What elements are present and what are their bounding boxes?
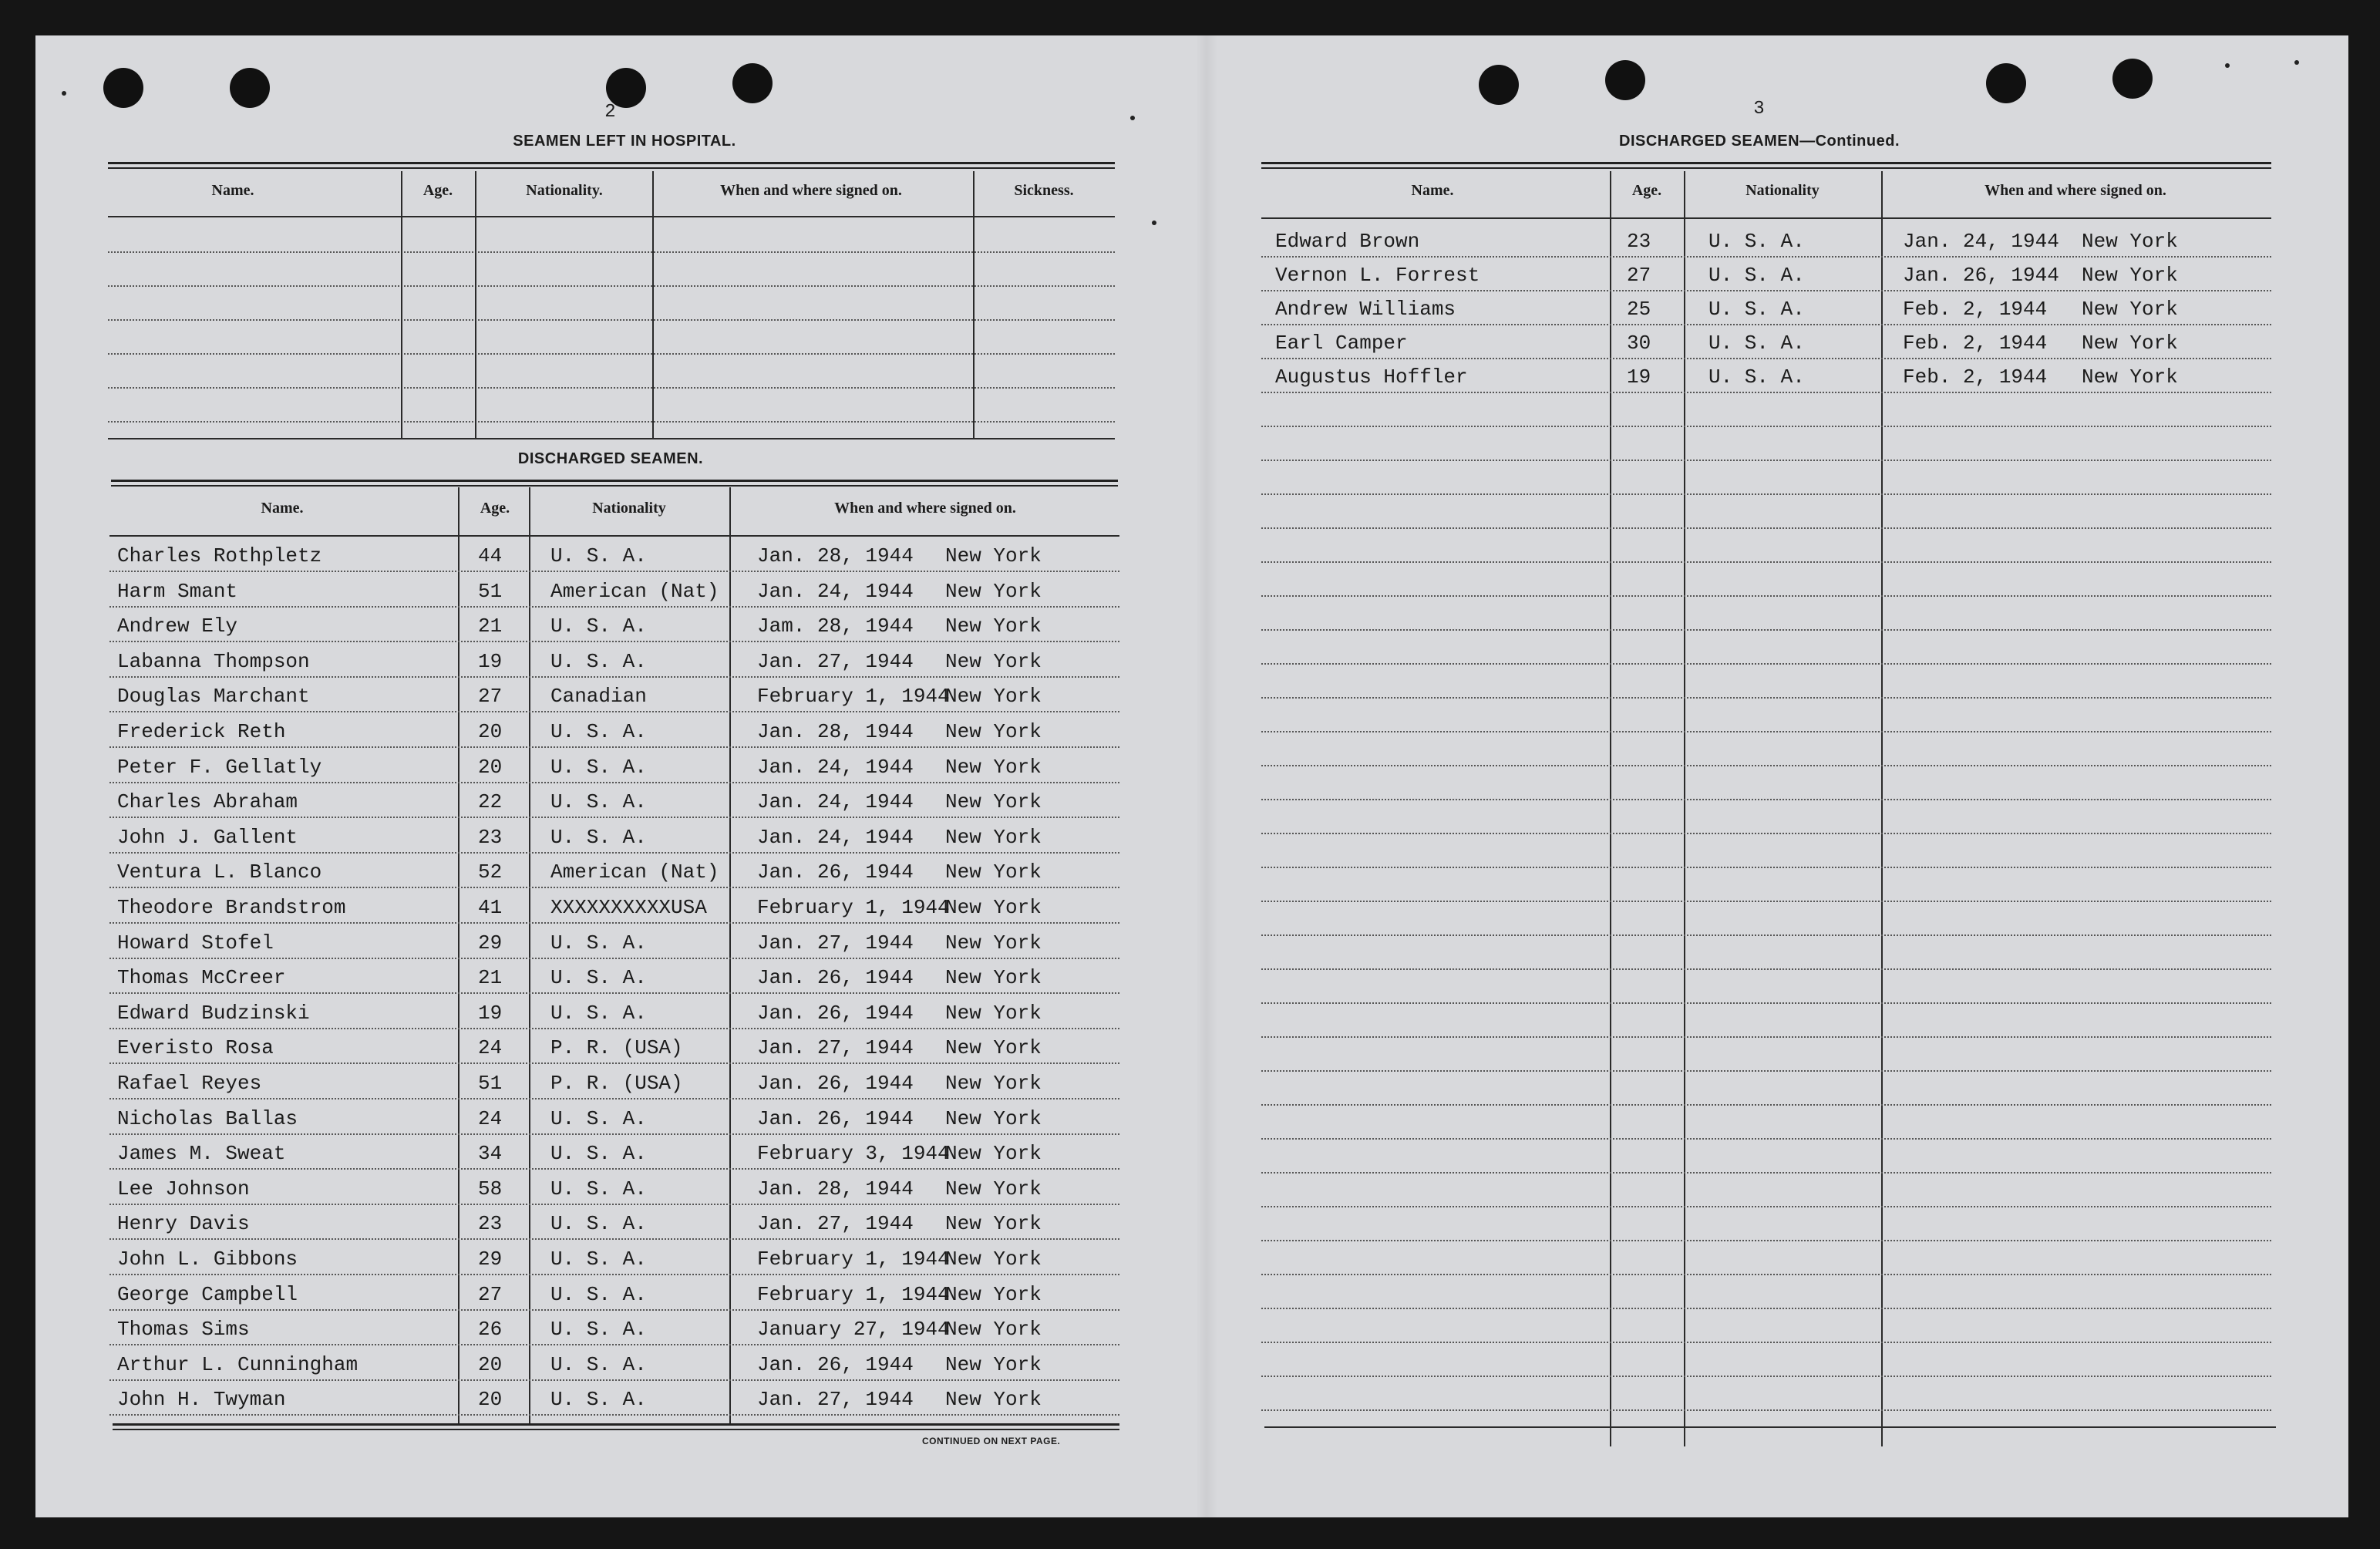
seaman-age: 51 (478, 579, 503, 603)
row-line (109, 852, 1119, 854)
hospital-header-age: Age. (422, 182, 453, 199)
seaman-nationality: U. S. A. (550, 790, 647, 814)
seaman-nationality: U. S. A. (550, 1282, 647, 1306)
hospital-top-rule (108, 162, 1115, 164)
seaman-nationality: U. S. A. (550, 1352, 647, 1376)
continued-section-title: DISCHARGED SEAMEN—Continued. (1619, 133, 1900, 150)
signed-on-place: New York (2082, 298, 2178, 321)
punch-hole (732, 63, 773, 103)
seaman-age: 23 (478, 825, 503, 849)
signed-on-place: New York (945, 685, 1042, 709)
seaman-nationality: XXXXXXXXXXUSA (550, 896, 707, 919)
seaman-name: Howard Stofel (117, 931, 274, 955)
seaman-name: Andrew Williams (1275, 298, 1456, 321)
seaman-age: 29 (478, 931, 503, 955)
seaman-age: 26 (478, 1318, 503, 1342)
blank-row-line (1261, 1376, 2271, 1377)
blank-row-line (1261, 629, 2271, 631)
punch-hole (230, 68, 270, 108)
speck (2225, 63, 2230, 68)
seaman-nationality: U. S. A. (550, 1388, 647, 1412)
continued-header-nationality: Nationality (1745, 182, 1820, 199)
seaman-age: 23 (1627, 230, 1651, 253)
signed-on-place: New York (945, 1282, 1042, 1306)
seaman-nationality: U. S. A. (550, 649, 647, 673)
seaman-age: 19 (1627, 365, 1651, 389)
seaman-nationality: U. S. A. (550, 825, 647, 849)
speck (2294, 60, 2299, 65)
continued-header-rule (1261, 217, 2271, 219)
row-line (1261, 392, 2271, 393)
seaman-nationality: U. S. A. (1708, 365, 1805, 389)
signed-on-date: Jan. 24, 1944 (757, 790, 914, 814)
row-line (109, 1168, 1119, 1170)
page-fold (1196, 35, 1217, 1517)
discharged-header-age: Age. (480, 500, 510, 517)
seaman-name: Nicholas Ballas (117, 1106, 298, 1130)
seaman-nationality: U. S. A. (1708, 264, 1805, 287)
seaman-name: Andrew Ely (117, 615, 238, 638)
continued-bottom-rule (1264, 1426, 2276, 1428)
seaman-age: 22 (478, 790, 503, 814)
discharged-bottom-rule (113, 1423, 1119, 1426)
row-line (1261, 290, 2271, 291)
signed-on-place: New York (945, 966, 1042, 990)
signed-on-place: New York (945, 1142, 1042, 1166)
seaman-nationality: Canadian (550, 685, 647, 709)
blank-row-line (1261, 697, 2271, 699)
seaman-nationality: P. R. (USA) (550, 1036, 683, 1060)
discharged-top-rule (111, 480, 1118, 482)
discharged-header-name: Name. (261, 500, 304, 517)
seaman-age: 24 (478, 1106, 503, 1130)
signed-on-place: New York (945, 1072, 1042, 1095)
discharged-header-nationality: Nationality (592, 500, 666, 517)
blank-row-line (1261, 595, 2271, 597)
signed-on-date: February 3, 1944 (757, 1142, 950, 1166)
seaman-name: Charles Abraham (117, 790, 298, 814)
signed-on-date: Jan. 28, 1944 (757, 1177, 914, 1200)
hospital-row-line (108, 251, 1115, 253)
page-number-right: 3 (1753, 99, 1766, 120)
signed-on-place: New York (945, 720, 1042, 743)
punch-hole (103, 68, 143, 108)
hospital-col-divider (973, 171, 975, 438)
blank-row-line (1261, 1036, 2271, 1038)
seaman-age: 25 (1627, 298, 1651, 321)
blank-row-line (1261, 1070, 2271, 1072)
seaman-age: 27 (1627, 264, 1651, 287)
signed-on-date: Jan. 27, 1944 (757, 649, 914, 673)
seaman-name: Edward Budzinski (117, 1001, 310, 1025)
seaman-nationality: U. S. A. (1708, 230, 1805, 253)
seaman-name: Ventura L. Blanco (117, 860, 322, 884)
signed-on-place: New York (945, 1212, 1042, 1236)
signed-on-place: New York (945, 544, 1042, 567)
row-line (109, 676, 1119, 678)
signed-on-place: New York (2082, 365, 2178, 389)
seaman-nationality: U. S. A. (550, 1106, 647, 1130)
seaman-nationality: American (Nat) (550, 579, 719, 603)
blank-row-line (1261, 934, 2271, 936)
signed-on-place: New York (2082, 230, 2178, 253)
punch-hole (2112, 59, 2153, 99)
row-line (1261, 256, 2271, 258)
seaman-nationality: P. R. (USA) (550, 1072, 683, 1095)
signed-on-date: January 27, 1944 (757, 1318, 950, 1342)
blank-row-line (1261, 1172, 2271, 1174)
seaman-name: Douglas Marchant (117, 685, 310, 709)
hospital-col-divider (652, 171, 654, 438)
row-line (109, 1238, 1119, 1240)
signed-on-place: New York (945, 931, 1042, 955)
seaman-name: Rafael Reyes (117, 1072, 262, 1095)
signed-on-place: New York (945, 755, 1042, 779)
seaman-nationality: American (Nat) (550, 860, 719, 884)
row-line (109, 1028, 1119, 1029)
signed-on-place: New York (2082, 332, 2178, 355)
hospital-section-title: SEAMEN LEFT IN HOSPITAL. (513, 133, 736, 150)
hospital-row-line (108, 353, 1115, 355)
blank-row-line (1261, 1274, 2271, 1275)
hospital-col-divider (401, 171, 402, 438)
blank-row-line (1261, 1104, 2271, 1106)
seaman-nationality: U. S. A. (550, 1177, 647, 1200)
seaman-name: Earl Camper (1275, 332, 1408, 355)
row-line (109, 922, 1119, 924)
signed-on-date: Jan. 26, 1944 (757, 1072, 914, 1095)
continued-header-age: Age. (1631, 182, 1662, 199)
signed-on-date: February 1, 1944 (757, 896, 950, 919)
signed-on-date: Jan. 26, 1944 (757, 1352, 914, 1376)
seaman-name: Frederick Reth (117, 720, 286, 743)
signed-on-place: New York (945, 1036, 1042, 1060)
row-line (109, 782, 1119, 783)
seaman-name: Arthur L. Cunningham (117, 1352, 359, 1376)
blank-row-line (1261, 1409, 2271, 1411)
signed-on-place: New York (945, 1248, 1042, 1271)
row-line (109, 1344, 1119, 1345)
row-line (109, 1379, 1119, 1381)
seaman-age: 21 (478, 966, 503, 990)
seaman-name: Henry Davis (117, 1212, 250, 1236)
row-line (109, 746, 1119, 748)
seaman-name: John L. Gibbons (117, 1248, 298, 1271)
signed-on-date: February 1, 1944 (757, 1282, 950, 1306)
speck (1130, 116, 1135, 120)
seaman-name: George Campbell (117, 1282, 298, 1306)
seaman-nationality: U. S. A. (550, 544, 647, 567)
seaman-age: 20 (478, 1388, 503, 1412)
hospital-row-line (108, 319, 1115, 321)
row-line (1261, 324, 2271, 325)
seaman-name: Vernon L. Forrest (1275, 264, 1480, 287)
punch-hole (1605, 60, 1645, 100)
signed-on-place: New York (945, 860, 1042, 884)
document-sheet (35, 35, 2348, 1517)
seaman-name: Thomas Sims (117, 1318, 250, 1342)
seaman-name: Harm Smant (117, 579, 238, 603)
continued-col-divider (1610, 171, 1611, 1446)
signed-on-date: Feb. 2, 1944 (1903, 298, 2048, 321)
signed-on-place: New York (945, 579, 1042, 603)
seaman-nationality: U. S. A. (550, 1318, 647, 1342)
seaman-name: John H. Twyman (117, 1388, 286, 1412)
hospital-header-nationality: Nationality. (526, 182, 603, 199)
blank-row-line (1261, 426, 2271, 427)
blank-row-line (1261, 968, 2271, 970)
seaman-age: 21 (478, 615, 503, 638)
row-line (109, 1133, 1119, 1135)
signed-on-date: Jan. 24, 1944 (757, 825, 914, 849)
punch-hole (1479, 65, 1519, 105)
signed-on-date: Jan. 27, 1944 (757, 931, 914, 955)
seaman-age: 51 (478, 1072, 503, 1095)
blank-row-line (1261, 1206, 2271, 1207)
row-line (109, 817, 1119, 818)
blank-row-line (1261, 493, 2271, 495)
seaman-age: 52 (478, 860, 503, 884)
signed-on-date: February 1, 1944 (757, 1248, 950, 1271)
signed-on-place: New York (945, 1106, 1042, 1130)
discharged-col-divider (458, 487, 460, 1425)
blank-row-line (1261, 460, 2271, 461)
seaman-name: Augustus Hoffler (1275, 365, 1468, 389)
seaman-name: Edward Brown (1275, 230, 1420, 253)
blank-row-line (1261, 1342, 2271, 1343)
signed-on-date: Jan. 27, 1944 (757, 1388, 914, 1412)
seaman-age: 20 (478, 755, 503, 779)
seaman-age: 19 (478, 1001, 503, 1025)
signed-on-place: New York (945, 896, 1042, 919)
seaman-name: Everisto Rosa (117, 1036, 274, 1060)
signed-on-date: Jan. 24, 1944 (757, 755, 914, 779)
seaman-age: 27 (478, 1282, 503, 1306)
blank-row-line (1261, 833, 2271, 834)
hospital-row-line (108, 421, 1115, 423)
row-line (109, 958, 1119, 959)
blank-row-line (1261, 561, 2271, 563)
hospital-bottom-rule (108, 438, 1115, 439)
seaman-name: Charles Rothpletz (117, 544, 322, 567)
signed-on-date: Feb. 2, 1944 (1903, 332, 2048, 355)
seaman-nationality: U. S. A. (550, 720, 647, 743)
hospital-row-line (108, 387, 1115, 389)
signed-on-date: Jan. 24, 1944 (1903, 230, 2059, 253)
seaman-nationality: U. S. A. (550, 931, 647, 955)
hospital-header-name: Name. (211, 182, 254, 199)
signed-on-date: Jan. 26, 1944 (757, 1106, 914, 1130)
seaman-age: 29 (478, 1248, 503, 1271)
discharged-header-signed-on: When and where signed on. (834, 500, 1016, 517)
discharged-col-divider (729, 487, 731, 1425)
seaman-name: Theodore Brandstrom (117, 896, 346, 919)
signed-on-place: New York (945, 825, 1042, 849)
continued-note: CONTINUED ON NEXT PAGE. (922, 1436, 1061, 1446)
row-line (109, 1309, 1119, 1311)
blank-row-line (1261, 1240, 2271, 1241)
signed-on-date: Feb. 2, 1944 (1903, 365, 2048, 389)
seaman-age: 41 (478, 896, 503, 919)
blank-row-line (1261, 663, 2271, 665)
signed-on-date: Jan. 26, 1944 (757, 860, 914, 884)
signed-on-place: New York (945, 649, 1042, 673)
seaman-age: 23 (478, 1212, 503, 1236)
seaman-name: Lee Johnson (117, 1177, 250, 1200)
seaman-name: Peter F. Gellatly (117, 755, 322, 779)
blank-row-line (1261, 799, 2271, 800)
seaman-age: 27 (478, 685, 503, 709)
speck (1152, 221, 1156, 225)
seaman-age: 34 (478, 1142, 503, 1166)
signed-on-date: Jan. 27, 1944 (757, 1036, 914, 1060)
hospital-header-sickness: Sickness. (1014, 182, 1074, 199)
row-line (109, 1062, 1119, 1064)
seaman-age: 30 (1627, 332, 1651, 355)
signed-on-place: New York (945, 1318, 1042, 1342)
signed-on-date: February 1, 1944 (757, 685, 950, 709)
blank-row-line (1261, 765, 2271, 766)
row-line (1261, 358, 2271, 359)
row-line (109, 711, 1119, 712)
seaman-name: Thomas McCreer (117, 966, 286, 990)
discharged-header-rule (109, 535, 1119, 537)
signed-on-date: Jan. 26, 1944 (757, 1001, 914, 1025)
row-line (109, 1204, 1119, 1205)
signed-on-place: New York (2082, 264, 2178, 287)
hospital-col-divider (475, 171, 476, 438)
blank-row-line (1261, 901, 2271, 902)
seaman-nationality: U. S. A. (550, 1001, 647, 1025)
signed-on-date: Jan. 26, 1944 (757, 966, 914, 990)
row-line (109, 641, 1119, 642)
signed-on-place: New York (945, 1001, 1042, 1025)
seaman-age: 20 (478, 1352, 503, 1376)
row-line (109, 887, 1119, 888)
row-line (109, 992, 1119, 994)
hospital-header-signed-on: When and where signed on. (720, 182, 902, 199)
signed-on-place: New York (945, 1388, 1042, 1412)
seaman-nationality: U. S. A. (550, 1212, 647, 1236)
continued-col-divider (1684, 171, 1685, 1446)
punch-hole (1986, 63, 2026, 103)
row-line (109, 606, 1119, 608)
discharged-col-divider (529, 487, 530, 1425)
signed-on-place: New York (945, 1352, 1042, 1376)
hospital-row-line (108, 285, 1115, 287)
seaman-age: 20 (478, 720, 503, 743)
seaman-age: 24 (478, 1036, 503, 1060)
blank-row-line (1261, 1308, 2271, 1309)
row-line (109, 1098, 1119, 1099)
continued-header-name: Name. (1411, 182, 1454, 199)
signed-on-date: Jam. 28, 1944 (757, 615, 914, 638)
seaman-age: 44 (478, 544, 503, 567)
continued-top-rule (1261, 162, 2271, 164)
seaman-nationality: U. S. A. (550, 1248, 647, 1271)
discharged-section-title: DISCHARGED SEAMEN. (517, 450, 704, 467)
page-number-left: 2 (604, 102, 617, 123)
seaman-nationality: U. S. A. (550, 615, 647, 638)
seaman-nationality: U. S. A. (550, 1142, 647, 1166)
seaman-nationality: U. S. A. (1708, 298, 1805, 321)
blank-row-line (1261, 1002, 2271, 1004)
blank-row-line (1261, 527, 2271, 529)
seaman-age: 19 (478, 649, 503, 673)
signed-on-date: Jan. 26, 1944 (1903, 264, 2059, 287)
blank-row-line (1261, 1138, 2271, 1140)
seaman-name: Labanna Thompson (117, 649, 310, 673)
blank-row-line (1261, 731, 2271, 732)
signed-on-date: Jan. 24, 1944 (757, 579, 914, 603)
continued-col-divider (1881, 171, 1883, 1446)
signed-on-place: New York (945, 1177, 1042, 1200)
seaman-nationality: U. S. A. (1708, 332, 1805, 355)
speck (62, 91, 66, 96)
seaman-nationality: U. S. A. (550, 755, 647, 779)
seaman-name: John J. Gallent (117, 825, 298, 849)
row-line (109, 1414, 1119, 1416)
signed-on-place: New York (945, 615, 1042, 638)
hospital-header-rule (108, 216, 1115, 217)
seaman-name: James M. Sweat (117, 1142, 286, 1166)
blank-row-line (1261, 867, 2271, 868)
continued-header-signed-on: When and where signed on. (1984, 182, 2166, 199)
signed-on-place: New York (945, 790, 1042, 814)
row-line (109, 1274, 1119, 1275)
seaman-age: 58 (478, 1177, 503, 1200)
signed-on-date: Jan. 28, 1944 (757, 720, 914, 743)
signed-on-date: Jan. 27, 1944 (757, 1212, 914, 1236)
seaman-nationality: U. S. A. (550, 966, 647, 990)
signed-on-date: Jan. 28, 1944 (757, 544, 914, 567)
row-line (109, 571, 1119, 572)
